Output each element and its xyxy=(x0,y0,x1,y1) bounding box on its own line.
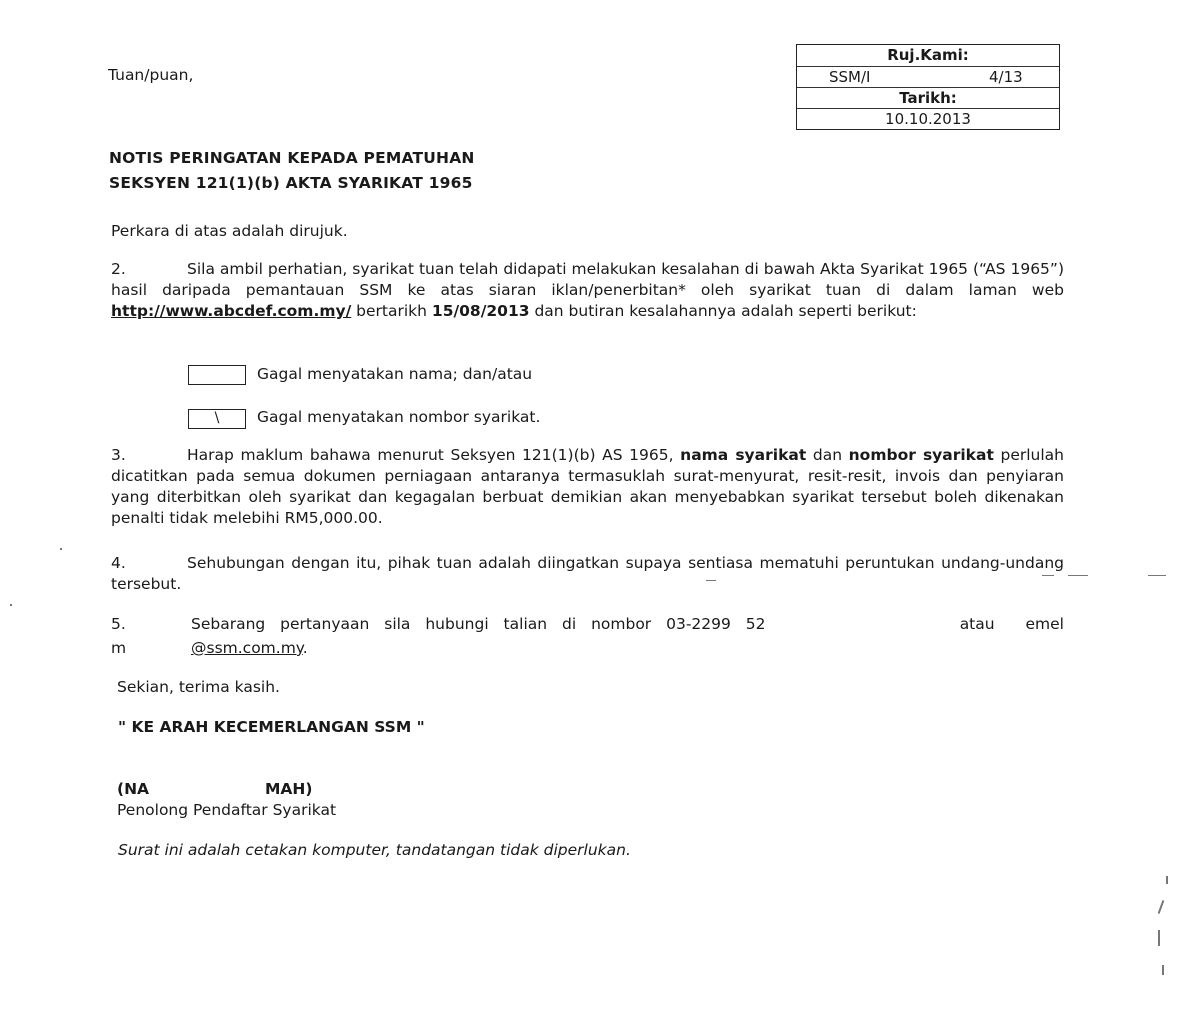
scan-speck xyxy=(1042,575,1054,576)
paragraph-4-text: Sehubungan dengan itu, pihak tuan adalah diingatkan supaya sentiasa mematuhi peruntukan undang-undang tersebut. xyxy=(111,554,1064,593)
checklist-label-company-name: Gagal menyatakan nama; dan/atau xyxy=(257,365,533,383)
paragraph-2-text-b: bertarikh xyxy=(351,302,432,320)
paragraph-5-text-c: m xyxy=(111,639,127,657)
paragraph-2-number: 2. xyxy=(111,260,126,278)
notice-title-line2: SEKSYEN 121(1)(b) AKTA SYARIKAT 1965 xyxy=(109,174,473,192)
date-label-row xyxy=(797,87,1059,108)
scan-speck xyxy=(60,548,62,550)
paragraph-3 xyxy=(111,445,1064,529)
scan-speck xyxy=(1148,575,1166,576)
scan-speck xyxy=(706,580,716,581)
paragraph-3-number: 3. xyxy=(111,446,126,464)
paragraph-3-bold-number: nombor syarikat xyxy=(848,446,994,464)
notice-title-line1: NOTIS PERINGATAN KEPADA PEMATUHAN xyxy=(109,149,475,167)
publication-date: 15/08/2013 xyxy=(431,302,530,320)
paragraph-5-text-b: atau emel xyxy=(959,615,1064,633)
ref-value-row xyxy=(797,66,1059,87)
paragraph-2-text-c: dan butiran kesalahannya adalah seperti berikut: xyxy=(529,302,917,320)
paragraph-3-text-a: Harap maklum bahawa menurut Seksyen 121(1)(b) AS 1965, xyxy=(187,446,681,464)
paragraph-2-text-a: Sila ambil perhatian, syarikat tuan telah didapati melakukan kesalahan di bawah Akta Syarikat 1965 (“AS 1965”) hasil daripada pemantauan SSM ke atas siaran iklan/penerbitan* oleh syarikat tuan di dalam laman web xyxy=(111,260,1064,299)
paragraph-1: Perkara di atas adalah dirujuk. xyxy=(111,222,348,240)
our-ref-label: Ruj.Kami: xyxy=(887,46,969,64)
scan-speck xyxy=(1162,965,1164,975)
website-link: http://www.abcdef.com.my/ xyxy=(111,302,352,320)
closing: Sekian, terima kasih. xyxy=(117,678,280,696)
paragraph-4 xyxy=(111,553,1064,595)
salutation: Tuan/puan, xyxy=(108,66,194,84)
scan-speck xyxy=(10,604,12,606)
date-label: Tarikh: xyxy=(899,89,957,107)
paragraph-5-line2 xyxy=(111,638,1064,659)
checklist-label-company-number: Gagal menyatakan nombor syarikat. xyxy=(257,408,541,426)
paragraph-5 xyxy=(111,614,1064,659)
paragraph-5-text-d: . xyxy=(302,639,308,657)
paragraph-5-line1 xyxy=(111,614,1064,635)
paragraph-4-number: 4. xyxy=(111,554,126,572)
paragraph-3-text-c: perlulah dicatitkan pada semua dokumen perniagaan antaranya termasuklah surat-menyurat, resit-resit, invois dan penyiaran yang diterbitkan oleh syarikat dan kegagalan berbuat demikian akan menyebabkan syarikat tersebut boleh dikenakan penalti tidak melebihi RM5,000.00. xyxy=(111,446,1064,527)
scan-speck xyxy=(1068,575,1088,576)
signatory-name-left: (NA xyxy=(117,780,150,798)
paragraph-5-number: 5. xyxy=(111,615,126,633)
reference-box xyxy=(796,44,1060,130)
signatory-position: Penolong Pendaftar Syarikat xyxy=(117,801,337,819)
checkbox-company-name xyxy=(188,365,246,385)
date-value-row xyxy=(797,108,1059,129)
paragraph-2 xyxy=(111,259,1064,322)
ref-label-row xyxy=(797,45,1059,66)
paragraph-3-bold-name: nama syarikat xyxy=(680,446,807,464)
our-ref-left: SSM/I xyxy=(829,68,871,86)
email-address: @ssm.com.my xyxy=(191,639,303,657)
date-value: 10.10.2013 xyxy=(885,110,971,128)
computer-generated-note: Surat ini adalah cetakan komputer, tandatangan tidak diperlukan. xyxy=(118,841,631,859)
our-ref-right: 4/13 xyxy=(989,68,1023,86)
motto: " KE ARAH KECEMERLANGAN SSM " xyxy=(118,718,425,736)
signatory-name-right: MAH) xyxy=(265,780,313,798)
checkbox-company-number: \ xyxy=(188,409,246,429)
scan-speck xyxy=(1158,930,1160,946)
paragraph-5-text-a: Sebarang pertanyaan sila hubungi talian di nombor 03-2299 52 xyxy=(191,615,766,633)
paragraph-3-text-b: dan xyxy=(806,446,849,464)
scan-speck xyxy=(1166,876,1168,884)
scan-speck xyxy=(1158,900,1165,914)
